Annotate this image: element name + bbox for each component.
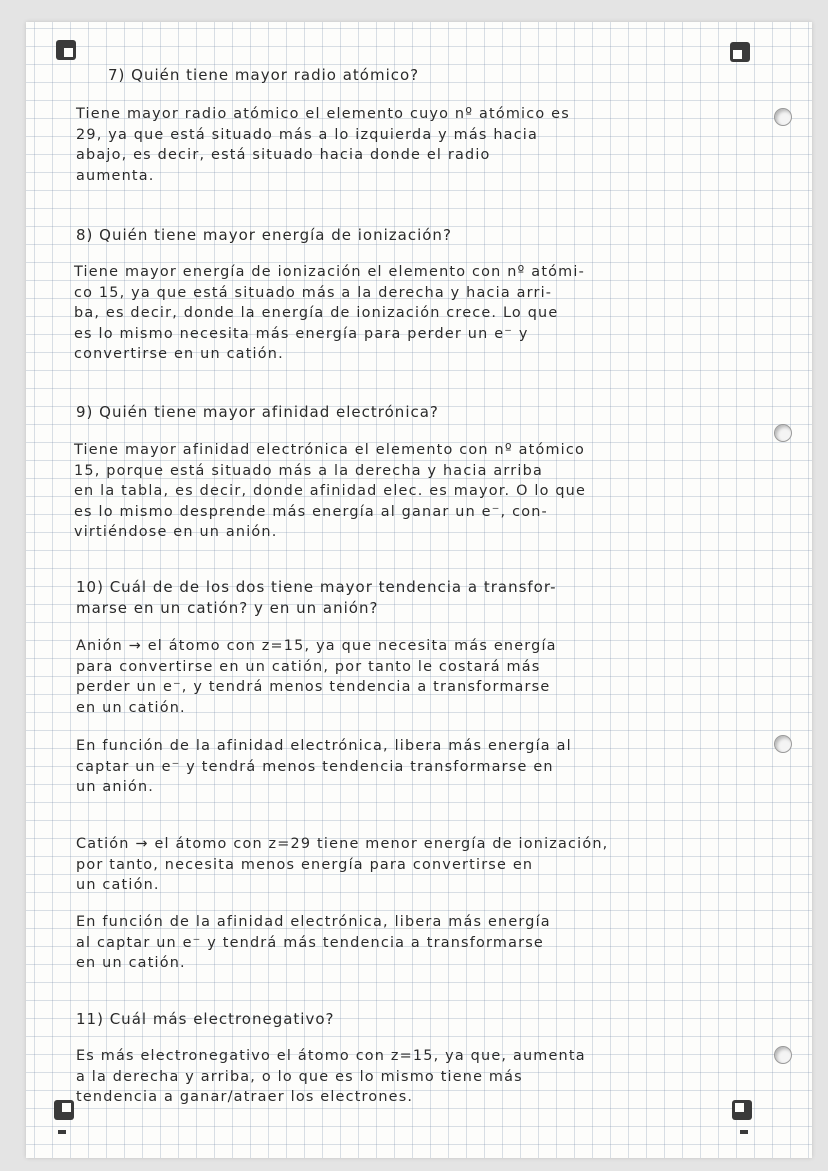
scan-tick-left — [58, 1130, 66, 1134]
question-11: 11) Cuál más electronegativo? — [76, 1010, 335, 1028]
binder-hole — [774, 424, 792, 442]
answer-7: Tiene mayor radio atómico el elemento cuyo nº atómico es 29, ya que está situado más a lo izquierda y más hacia abajo, es decir, está situado hacia donde el radio aumenta. — [76, 106, 570, 184]
binder-hole — [774, 108, 792, 126]
binder-hole — [774, 735, 792, 753]
question-10: 10) Cuál de de los dos tiene mayor tendencia a transfor- marse en un catión? y en un anión? — [76, 578, 557, 617]
answer-10-cation-affinity: En función de la afinidad electrónica, libera más energía al captar un e⁻ y tendrá más tendencia a transformarse en un catión. — [76, 914, 551, 972]
answer-10-anion-affinity: En función de la afinidad electrónica, libera más energía al captar un e⁻ y tendrá menos tendencia transformarse en un anión. — [76, 738, 572, 796]
question-8: 8) Quién tiene mayor energía de ionización? — [76, 226, 452, 244]
corner-mark-top-left — [56, 40, 76, 60]
corner-mark-bottom-left — [54, 1100, 74, 1120]
answer-11: Es más electronegativo el átomo con z=15, ya que, aumenta a la derecha y arriba, o lo que es lo mismo tiene más tendencia a ganar/atraer los electrones. — [76, 1048, 586, 1106]
question-9: 9) Quién tiene mayor afinidad electrónica? — [76, 403, 439, 421]
answer-8: Tiene mayor energía de ionización el elemento con nº atómi- co 15, ya que está situado más a la derecha y hacia arri- ba, es decir, donde la energía de ionización crece. Lo que es lo mismo necesita más energía para perder un e⁻ y convertirse en un catión. — [74, 264, 585, 363]
binder-hole — [774, 1046, 792, 1064]
answer-10-cation: Catión → el átomo con z=29 tiene menor energía de ionización, por tanto, necesita menos energía para convertirse en un catión. — [76, 836, 609, 894]
answer-10-anion: Anión → el átomo con z=15, ya que necesita más energía para convertirse en un catión, por tanto le costará más perder un e⁻, y tendrá menos tendencia a transformarse en un catión. — [76, 638, 557, 716]
scan-tick-right — [740, 1130, 748, 1134]
answer-9: Tiene mayor afinidad electrónica el elemento con nº atómico 15, porque está situado más a la derecha y hacia arriba en la tabla, es decir, donde afinidad elec. es mayor. O lo que es lo mismo desprende más energía al ganar un e⁻, con- virtiéndose en un anión. — [74, 442, 587, 541]
corner-mark-top-right — [730, 42, 750, 62]
question-7: 7) Quién tiene mayor radio atómico? — [108, 66, 420, 84]
